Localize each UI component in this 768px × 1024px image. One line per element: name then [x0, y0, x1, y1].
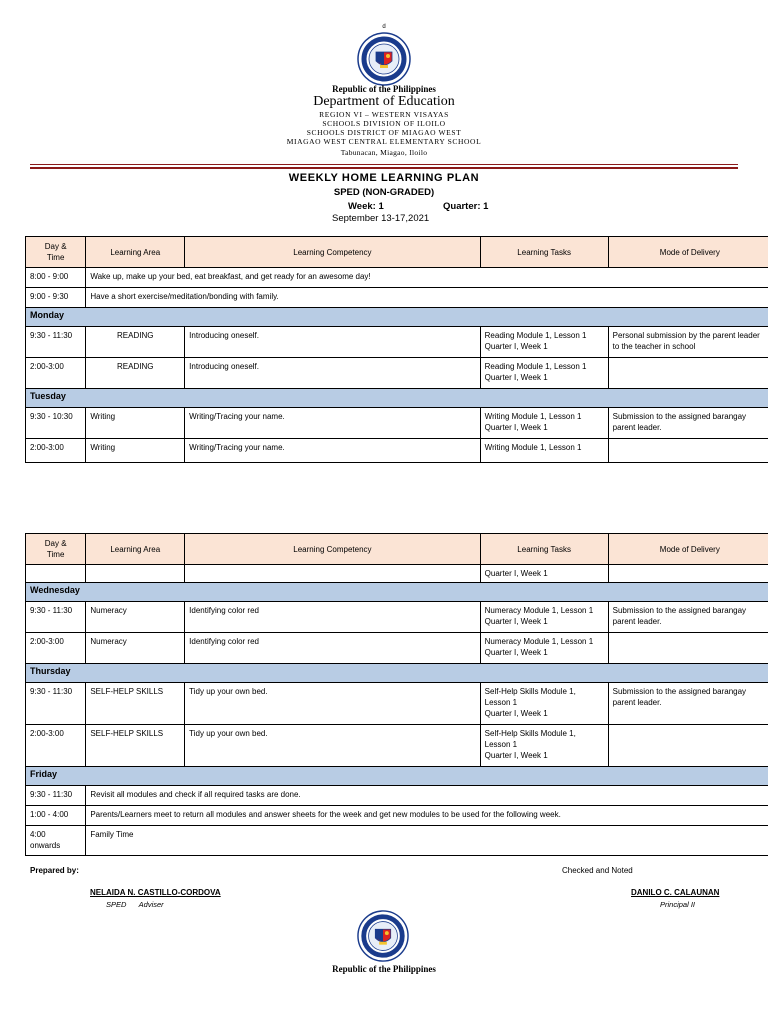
day-row-thursday [26, 664, 768, 683]
table-row [26, 268, 768, 288]
day-label: Monday [26, 308, 768, 327]
col-header-learning-competency: Learning Competency [185, 237, 480, 268]
district-line: SCHOOLS DISTRICT OF MIAGAO WEST [306, 128, 462, 137]
table-row [26, 288, 768, 308]
time-cell: 2:00-3:00 [26, 725, 86, 767]
checker-name: DANILO C. CALAUNAN [631, 888, 720, 897]
footer-republic-line: Republic of the Philippines [332, 964, 436, 974]
time-cell: 9:30 - 10:30 [26, 408, 86, 439]
header-rule-top [30, 164, 738, 165]
day-row-friday [26, 767, 768, 786]
col-header-mode-of-delivery: Mode of Delivery [608, 237, 768, 268]
day-label: Wednesday [26, 583, 768, 602]
week-label: Week: 1 [348, 201, 384, 212]
competency-cell: Tidy up your own bed. [185, 683, 480, 725]
table-row [26, 826, 768, 856]
region-line: REGION VI – WESTERN VISAYAS [319, 110, 449, 119]
division-line: SCHOOLS DIVISION OF ILOILO [322, 119, 446, 128]
delivery-cell [608, 725, 768, 767]
day-row-wednesday [26, 583, 768, 602]
col-header-day-time: Day & Time [26, 534, 86, 565]
day-label: Friday [26, 767, 768, 786]
competency-cell: Introducing oneself. [185, 327, 480, 358]
tasks-cell: Self-Help Skills Module 1, Lesson 1 Quarter I, Week 1 [480, 725, 608, 767]
plan-subtitle: SPED (NON-GRADED) [333, 187, 435, 198]
competency-cell: Identifying color red [185, 602, 480, 633]
quarter-label: Quarter: 1 [443, 201, 489, 212]
delivery-cell [608, 565, 768, 583]
department-title: Department of Education [313, 94, 455, 109]
table-row [26, 408, 768, 439]
table-row [26, 725, 768, 767]
tasks-cell: Writing Module 1, Lesson 1 Quarter I, Week 1 [480, 408, 608, 439]
tasks-cell: Reading Module 1, Lesson 1 Quarter I, Week 1 [480, 358, 608, 389]
table-row [26, 683, 768, 725]
header-rule-bottom [30, 167, 738, 169]
table-row [26, 439, 768, 463]
delivery-cell [608, 633, 768, 664]
activity-cell: Parents/Learners meet to return all modules and answer sheets for the week and get new modules to be used for the following week. [86, 806, 768, 826]
tasks-cell: Reading Module 1, Lesson 1 Quarter I, Week 1 [480, 327, 608, 358]
time-cell: 2:00-3:00 [26, 439, 86, 463]
activity-cell: Revisit all modules and check if all required tasks are done. [86, 786, 768, 806]
deped-seal-footer-icon [357, 910, 409, 962]
area-cell [86, 565, 185, 583]
area-cell: Numeracy [86, 633, 185, 664]
time-cell: 2:00-3:00 [26, 633, 86, 664]
area-cell: READING [86, 358, 185, 389]
competency-cell: Introducing oneself. [185, 358, 480, 389]
table-row [26, 633, 768, 664]
plan-title: WEEKLY HOME LEARNING PLAN [288, 172, 480, 184]
table-row [26, 327, 768, 358]
day-label: Tuesday [26, 389, 768, 408]
day-row-monday [26, 308, 768, 327]
delivery-cell: Submission to the assigned barangay parent leader. [608, 602, 768, 633]
table-row [26, 806, 768, 826]
col-header-learning-competency: Learning Competency [185, 534, 480, 565]
competency-cell: Tidy up your own bed. [185, 725, 480, 767]
time-cell: 9:00 - 9:30 [26, 288, 86, 308]
area-cell: SELF-HELP SKILLS [86, 683, 185, 725]
area-cell: READING [86, 327, 185, 358]
address-line: Tabunacan, Miagao, Iloilo [340, 148, 428, 157]
area-cell: Writing [86, 408, 185, 439]
area-cell: SELF-HELP SKILLS [86, 725, 185, 767]
competency-cell: Writing/Tracing your name. [185, 408, 480, 439]
col-header-learning-area: Learning Area [86, 237, 185, 268]
delivery-cell: Personal submission by the parent leader to the teacher in school [608, 327, 768, 358]
time-cell: 4:00 onwards [26, 826, 86, 856]
table-header-row [26, 534, 768, 565]
table-header-row [26, 237, 768, 268]
time-cell: 1:00 - 4:00 [26, 806, 86, 826]
activity-cell: Have a short exercise/meditation/bonding with family. [86, 288, 768, 308]
day-row-tuesday [26, 389, 768, 408]
delivery-cell [608, 358, 768, 389]
school-line: MIAGAO WEST CENTRAL ELEMENTARY SCHOOL [286, 137, 482, 146]
tasks-cell: Numeracy Module 1, Lesson 1 Quarter I, Week 1 [480, 633, 608, 664]
competency-cell: Writing/Tracing your name. [185, 439, 480, 463]
page-mark: d [382, 24, 386, 30]
area-cell: Numeracy [86, 602, 185, 633]
tasks-cell: Numeracy Module 1, Lesson 1 Quarter I, Week 1 [480, 602, 608, 633]
col-header-day-time: Day & Time [26, 237, 86, 268]
republic-line: Republic of the Philippines [332, 84, 436, 94]
time-cell: 9:30 - 11:30 [26, 786, 86, 806]
table-row [26, 358, 768, 389]
competency-cell: Identifying color red [185, 633, 480, 664]
time-cell: 9:30 - 11:30 [26, 602, 86, 633]
plan-dates: September 13-17,2021 [332, 213, 430, 224]
activity-cell: Family Time [86, 826, 768, 856]
table-row [26, 786, 768, 806]
prepared-by-label: Prepared by: [30, 866, 79, 875]
learning-plan-table-1 [25, 236, 768, 463]
tasks-cell: Self-Help Skills Module 1, Lesson 1 Quarter I, Week 1 [480, 683, 608, 725]
time-cell: 9:30 - 11:30 [26, 683, 86, 725]
competency-cell [185, 565, 480, 583]
table-row [26, 602, 768, 633]
tasks-cell: Quarter I, Week 1 [480, 565, 608, 583]
tasks-cell: Writing Module 1, Lesson 1 [480, 439, 608, 463]
deped-seal-icon [357, 32, 411, 86]
preparer-role: SPED Adviser [106, 900, 164, 909]
activity-cell: Wake up, make up your bed, eat breakfast, and get ready for an awesome day! [86, 268, 768, 288]
time-cell: 8:00 - 9:00 [26, 268, 86, 288]
col-header-learning-tasks: Learning Tasks [480, 534, 608, 565]
area-cell: Writing [86, 439, 185, 463]
checked-noted-label: Checked and Noted [562, 866, 633, 875]
time-cell: 2:00-3:00 [26, 358, 86, 389]
checker-role: Principal II [660, 900, 696, 909]
day-label: Thursday [26, 664, 768, 683]
preparer-name: NELAIDA N. CASTILLO-CORDOVA [90, 888, 221, 897]
col-header-learning-tasks: Learning Tasks [480, 237, 608, 268]
delivery-cell: Submission to the assigned barangay parent leader. [608, 408, 768, 439]
learning-plan-table-2 [25, 533, 768, 856]
delivery-cell [608, 439, 768, 463]
time-cell: 9:30 - 11:30 [26, 327, 86, 358]
col-header-learning-area: Learning Area [86, 534, 185, 565]
col-header-mode-of-delivery: Mode of Delivery [608, 534, 768, 565]
time-cell [26, 565, 86, 583]
table-row [26, 565, 768, 583]
delivery-cell: Submission to the assigned barangay parent leader. [608, 683, 768, 725]
